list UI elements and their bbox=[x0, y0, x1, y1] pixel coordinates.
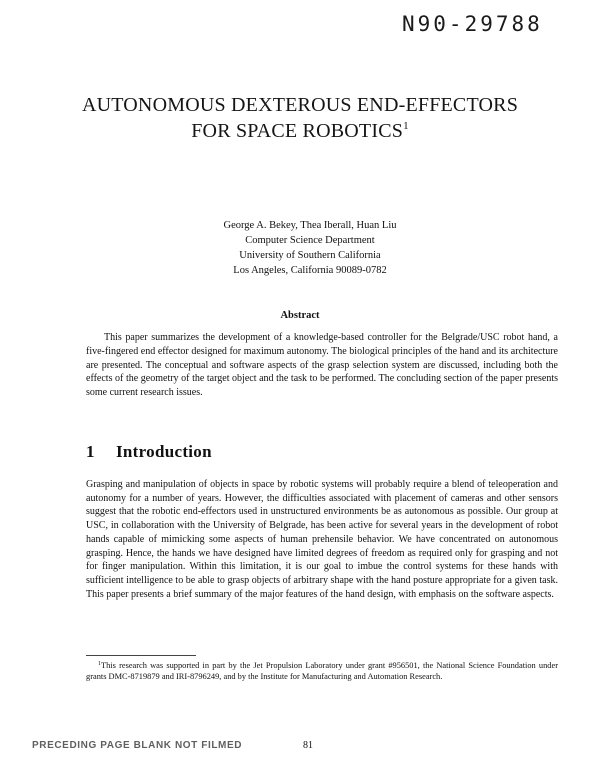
document-number: N90-29788 bbox=[402, 12, 543, 36]
author-department: Computer Science Department bbox=[245, 235, 375, 246]
title-line-1: AUTONOMOUS DEXTEROUS END-EFFECTORS bbox=[81, 94, 519, 116]
abstract-heading: Abstract bbox=[280, 310, 320, 321]
author-block bbox=[160, 218, 460, 278]
footnote-marker: 1 bbox=[98, 661, 101, 667]
footnote bbox=[86, 659, 558, 682]
section-title: Introduction bbox=[116, 442, 212, 461]
author-names: George A. Bekey, Thea Iberall, Huan Liu bbox=[223, 220, 397, 231]
title-line-2-text: FOR SPACE ROBOTICS bbox=[191, 120, 404, 142]
footnote-divider bbox=[86, 655, 196, 656]
footnote-text: This research was supported in part by the Jet Propulsion Laboratory under grant #956501, the National Science Foundation under grants DMC-8719879 and IRI-8796249, and by the Institute for Manufacturing and Automation Research. bbox=[86, 661, 558, 682]
page-number: 81 bbox=[303, 740, 313, 751]
author-address: Los Angeles, California 90089-0782 bbox=[233, 265, 387, 276]
author-university: University of Southern California bbox=[239, 250, 381, 261]
section-number: 1 bbox=[86, 442, 95, 461]
paper-title bbox=[40, 95, 560, 142]
introduction-text: Grasping and manipulation of objects in space by robotic systems will probably require a blend of teleoperation and autonomy for a number of years. However, the difficulties associated with placement of cameras and other sensors suggest that the robotic end-effectors used in unstructured environments be as autonomous as possible. Our group at USC, in collaboration with the University of Belgrade, has been active for several years in the development of robot hands capable of mimicking some aspects of human prehensile behavior. We have concentrated on autonomous grasping. Hence, the hands we have designed have limited degrees of freedom as required only for grasping and not for finger manipulation. Within this limitation, it is our goal to imbue the control systems for these hands with sufficient intelligence to be able to grasp objects of arbitrary shape with the hand posture appropriate for a given task. This paper presents a brief summary of the major features of the hand design, with emphasis on the software aspects. bbox=[86, 479, 558, 600]
abstract-text: This paper summarizes the development of a knowledge-based controller for the Belgrade/USC robot hand, a five-fingered end effector designed for maximum autonomy. The biological principles of the hand and its architecture are presented. The conceptual and software aspects of the grasp selection system are discussed, including both the effects of the geometry of the target object and the task to be performed. The concluding section of the paper presents some current research issues. bbox=[86, 332, 558, 399]
title-footnote-marker: 1 bbox=[403, 120, 409, 132]
preceding-page-stamp: PRECEDING PAGE BLANK NOT FILMED bbox=[32, 740, 243, 751]
title-line-2 bbox=[40, 116, 560, 142]
section-heading-introduction bbox=[86, 442, 212, 462]
